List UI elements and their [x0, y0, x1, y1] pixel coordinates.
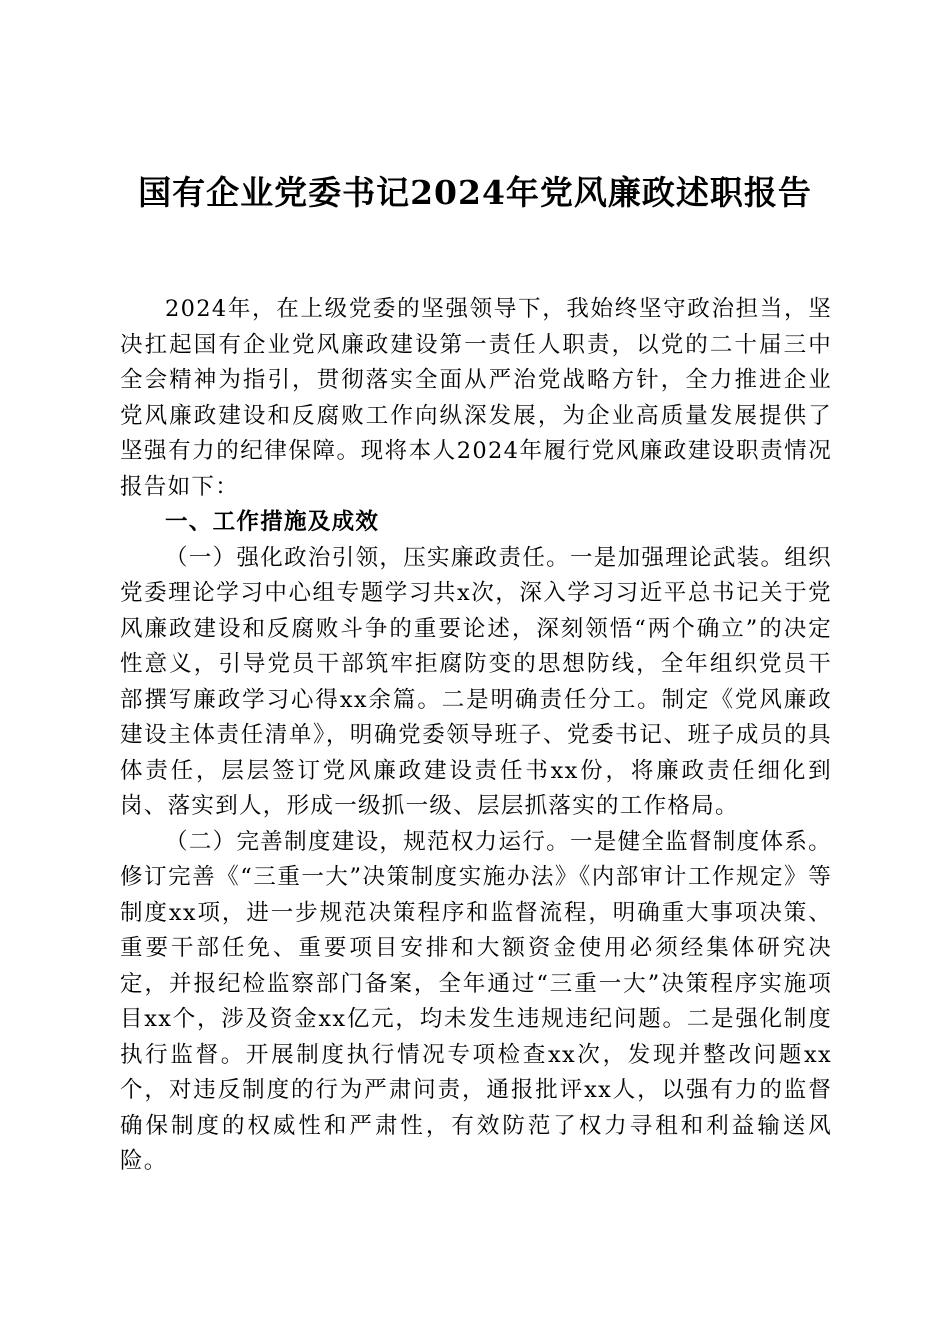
document-body	[120, 292, 832, 1180]
item-text-2: 一是健全监督制度体系。修订完善《“三重一大”决策制度实施办法》《内部审计工作规定》等制度xx项，进一步规范决策程序和监督流程，明确重大事项决策、重要干部任免、重要项目安排和大额资金使用必须经集体研究决定，并报纪检监察部门备案，全年通过“三重一大”决策程序实施项目xx个，涉及资金xx亿元，均未发生违规违纪问题。二是强化制度执行监督。开展制度执行情况专项检查xx次，发现并整改问题xx个，对违反制度的行为严肃问责，通报批评xx人，以强有力的监督确保制度的权威性和严肃性，有效防范了权力寻租和利益输送风险。	[120, 828, 832, 1174]
document-title: 国有企业党委书记2024年党风廉政述职报告	[138, 173, 812, 212]
intro-paragraph: 2024年，在上级党委的坚强领导下，我始终坚守政治担当，坚决扛起国有企业党风廉政建设第一责任人职责，以党的二十届三中全会精神为指引，贯彻落实全面从严治党战略方针，全力推进企业党风廉政建设和反腐败工作向纵深发展，为企业高质量发展提供了坚强有力的纪律保障。现将本人2024年履行党风廉政建设职责情况报告如下：	[120, 296, 832, 500]
item-paragraph-1	[120, 541, 832, 825]
section-heading: 一、工作措施及成效	[165, 509, 380, 535]
item-text-1: 一是加强理论武装。组织党委理论学习中心组专题学习共x次，深入学习习近平总书记关于党风廉政建设和反腐败斗争的重要论述，深刻领悟“两个确立”的决定性意义，引导党员干部筑牢拒腐防变的思想防线，全年组织党员干部撰写廉政学习心得xx余篇。二是明确责任分工。制定《党风廉政建设主体责任清单》，明确党委领导班子、党委书记、班子成员的具体责任，层层签订党风廉政建设责任书xx份，将廉政责任细化到岗、落实到人，形成一级抓一级、层层抓落实的工作格局。	[120, 544, 832, 819]
item-lead-2: （二）完善制度建设，规范权力运行。	[165, 828, 570, 855]
item-lead-1: （一）强化政治引领，压实廉政责任。	[165, 544, 570, 571]
item-paragraph-2	[120, 825, 832, 1180]
